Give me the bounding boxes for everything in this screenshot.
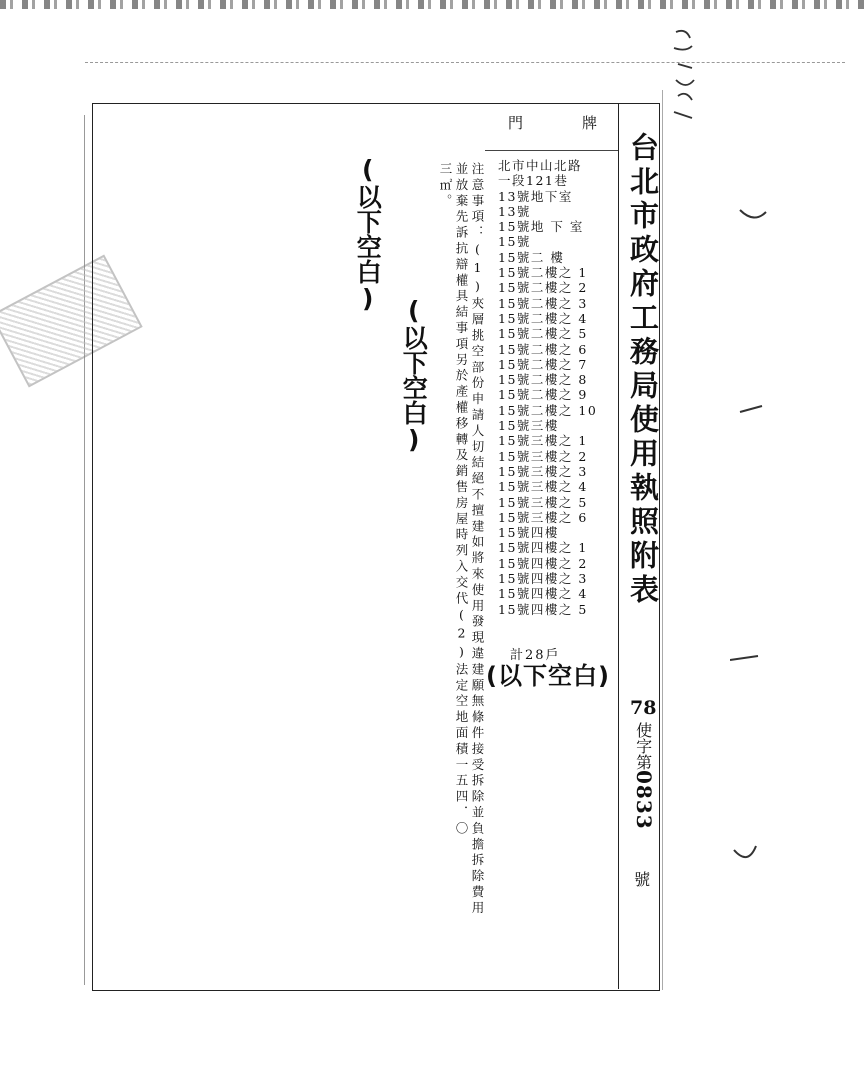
address-row: 15號三樓之 2 — [498, 448, 588, 464]
permit-suffix: 號 — [631, 871, 651, 888]
address-row: 15號二樓之 2 — [498, 280, 588, 296]
address-row: 15號三樓之 5 — [498, 494, 588, 510]
scan-noise-top — [0, 0, 864, 9]
notes-col-3: 三㎡。 — [438, 162, 453, 210]
address-row: 15號二樓之 3 — [498, 295, 588, 311]
scan-specks — [730, 200, 850, 900]
address-list — [498, 158, 597, 617]
address-row: 15號二樓之 10 — [498, 402, 598, 418]
address-row: 15號四樓 — [498, 525, 559, 541]
notes-block — [437, 162, 485, 917]
address-row: 15號四樓之 4 — [498, 586, 588, 602]
address-row: 15號二樓之 8 — [498, 372, 588, 388]
permit-number-block — [630, 696, 657, 887]
address-row: 15號二樓之 9 — [498, 387, 588, 403]
permit-type: 使字第 — [633, 721, 653, 770]
address-row: 13號 — [498, 203, 531, 219]
blank-mark: (以下空白) — [486, 662, 610, 690]
address-row: 15號三樓 — [498, 418, 559, 434]
page-edge-right — [662, 90, 663, 990]
notes-col-2: 並放棄先訴抗辯權具結事項另於產權移轉及銷售房屋時列入交代(2)法定空地面積一五四．〇 — [454, 162, 469, 838]
address-row: 15號二樓之 6 — [498, 341, 588, 357]
address-row: 15號二 樓 — [498, 249, 565, 265]
address-row: 15號三樓之 3 — [498, 463, 588, 479]
address-row: 15號四樓之 1 — [498, 540, 588, 556]
address-row: 15號四樓之 3 — [498, 571, 588, 587]
address-row: 15號二樓之 5 — [498, 326, 588, 342]
header-underline — [485, 150, 618, 151]
address-row: 15號四樓之 2 — [498, 555, 588, 571]
permit-serial: 0833 — [632, 769, 656, 830]
address-row: 15號三樓之 4 — [498, 479, 588, 495]
address-row: 15號二樓之 1 — [498, 265, 588, 281]
address-row: 15號二樓之 7 — [498, 356, 588, 372]
permit-year: 78 — [630, 697, 657, 719]
household-total: 計28戶 — [510, 648, 561, 663]
address-row: 13號地下室 — [498, 188, 573, 204]
address-row: 15號 — [498, 234, 531, 250]
address-row: 一段121巷 — [498, 173, 569, 189]
handwritten-seal — [670, 26, 700, 126]
page-edge-left — [84, 115, 85, 985]
address-row: 15號二樓之 4 — [498, 310, 588, 326]
blank-mark-vertical-left: (以下空白) — [353, 155, 383, 313]
address-row: 15號地 下 室 — [498, 219, 584, 235]
blank-mark-vertical-notes: (以下空白) — [399, 296, 429, 454]
title-separator — [618, 104, 619, 989]
notes-col-1: 注意事項：(1)夾層挑空部份申請人切結絕不擅建如將來使用發現違建願無條件接受拆除並負擔拆除費用 — [470, 162, 485, 917]
scan-line — [85, 62, 845, 63]
address-row: 北市中山北路 — [498, 158, 583, 173]
page-title: 台北市政府工務局使用執照附表 — [626, 132, 660, 608]
header-men: 門 — [508, 114, 524, 132]
address-row: 15號四樓之 5 — [498, 601, 588, 617]
address-row: 15號三樓之 1 — [498, 433, 588, 449]
address-row: 15號三樓之 6 — [498, 509, 588, 525]
header-pai: 牌 — [582, 114, 598, 132]
